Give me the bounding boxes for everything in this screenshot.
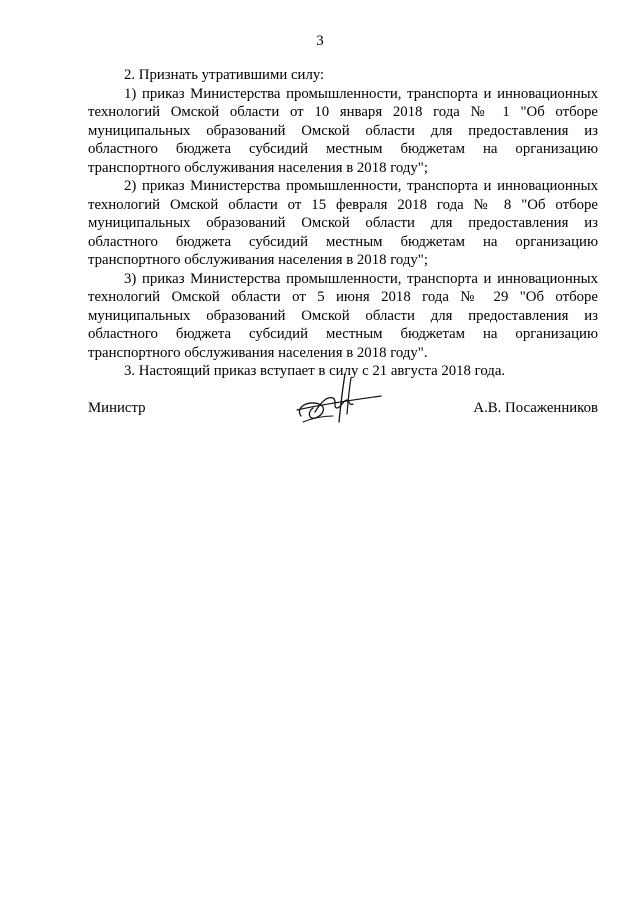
signatory-name: А.В. Посаженников — [473, 400, 598, 416]
document-body — [88, 66, 598, 381]
paragraph-item-2: 2. Признать утратившими силу: — [124, 67, 325, 83]
signatory-title: Министр — [88, 400, 146, 416]
paragraph-subitem-2: 2) приказ Министерства промышленности, транспорта и инновационных технологий Омской области от 15 февраля 2018 года № 8 "Об отборе муниципальных образований Омской области для предоставления из областного бюджета субсидий местным бюджетам на организацию транспортного обслуживания населения в 2018 году"; — [88, 178, 598, 268]
handwritten-signature — [293, 372, 383, 432]
signature-block — [88, 394, 598, 434]
paragraph-subitem-1: 1) приказ Министерства промышленности, транспорта и инновационных технологий Омской области от 10 января 2018 года № 1 "Об отборе муниципальных образований Омской области для предоставления из областного бюджета субсидий местным бюджетам на организацию транспортного обслуживания населения в 2018 году"; — [88, 85, 598, 176]
paragraph-subitem-3: 3) приказ Министерства промышленности, транспорта и инновационных технологий Омской области от 5 июня 2018 года № 29 "Об отборе муниципальных образований Омской области для предоставления из областного бюджета субсидий местным бюджетам на организацию транспортного обслуживания населения в 2018 году". — [88, 270, 598, 361]
page-number: 3 — [316, 33, 324, 49]
paragraph-item-3: 3. Настоящий приказ вступает в силу с 21 августа 2018 года. — [124, 363, 506, 379]
